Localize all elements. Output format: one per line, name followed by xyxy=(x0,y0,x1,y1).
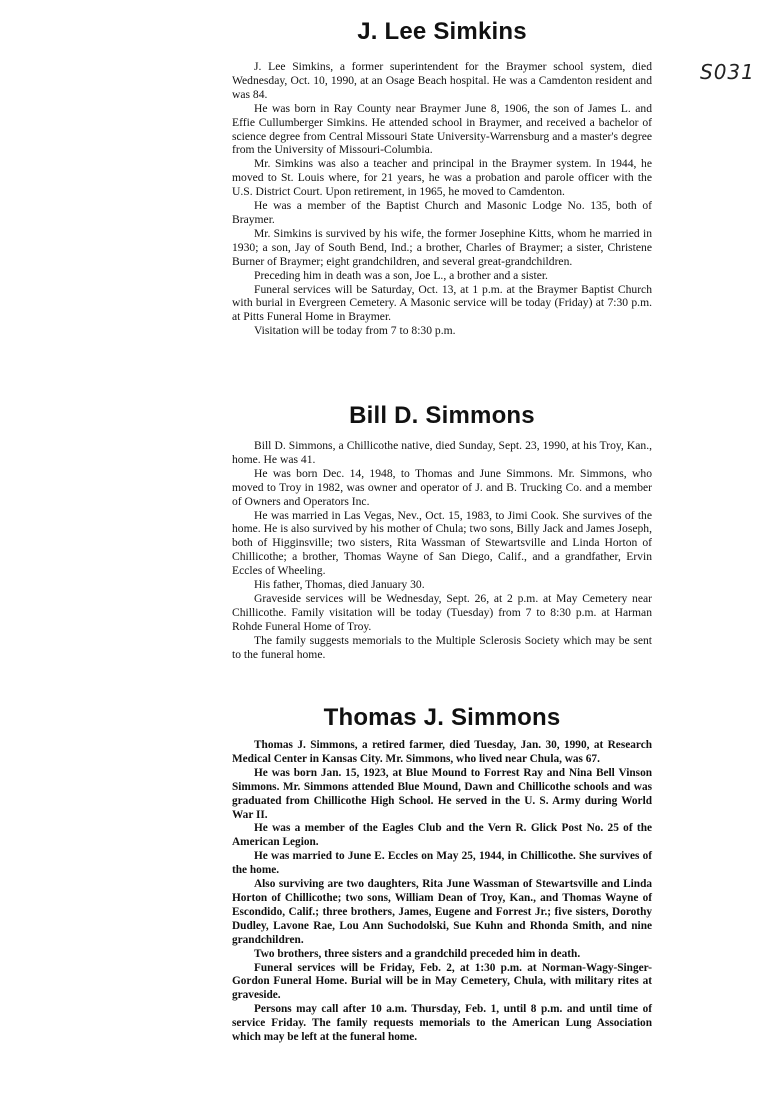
obituary-thomas-j-simmons xyxy=(232,704,652,1045)
obituary-paragraph: Persons may call after 10 a.m. Thursday, Feb. 1, until 8 p.m. and until time of service Friday. The family requests memorials to the American Lung Association which may be left at the funeral home. xyxy=(232,1003,652,1044)
obituary-j-lee-simkins xyxy=(232,18,652,338)
obituary-paragraph: Funeral services will be Saturday, Oct. 13, at 1 p.m. at the Braymer Baptist Church with burial in Evergreen Cemetery. A Masonic service will be today (Friday) at 7:30 p.m. at Pitts Funeral Home in Braymer. xyxy=(232,282,652,324)
obituary-heading: Bill D. Simmons xyxy=(349,402,535,429)
obituary-paragraph: Funeral services will be Friday, Feb. 2, at 1:30 p.m. at Norman-Wagy-Singer-Gordon Funeral Home. Burial will be in May Cemetery, Chula, with military rites at graveside. xyxy=(232,961,652,1002)
obituary-paragraph: He was a member of the Eagles Club and the Vern R. Glick Post No. 25 of the American Legion. xyxy=(232,822,652,849)
obituary-paragraph: Two brothers, three sisters and a grandchild preceded him in death. xyxy=(254,947,581,960)
obituary-body xyxy=(232,439,652,662)
obituary-heading: J. Lee Simkins xyxy=(357,18,527,45)
obituary-paragraph: Also surviving are two daughters, Rita June Wassman of Stewartsville and Linda Horton of Chillicothe; two sons, William Dean of Troy, Kan., and Thomas Wayne of Escondido, Calif.; three brothers, James, Eugene and Forrest Jr.; five sisters, Dorothy Dudley, Lavone Rae, Lou Ann Suchodolski, Sue Kuhn and Rhonda Smith, and nine grandchildren. xyxy=(232,878,652,946)
obituary-bill-d-simmons xyxy=(232,402,652,662)
obituary-paragraph: Preceding him in death was a son, Joe L., a brother and a sister. xyxy=(254,268,548,282)
obituary-paragraph: He was born Dec. 14, 1948, to Thomas and June Simmons. Mr. Simmons, who moved to Troy in 1982, was owner and operator of J. and B. Trucking Co. and a member of Owners and Operators Inc. xyxy=(232,466,652,508)
obituary-paragraph: The family suggests memorials to the Multiple Sclerosis Society which may be sent to the funeral home. xyxy=(232,633,652,661)
obituary-body xyxy=(232,60,652,338)
obituary-paragraph: Visitation will be today from 7 to 8:30 p.m. xyxy=(254,324,456,338)
obituary-paragraph: He was a member of the Baptist Church and Masonic Lodge No. 135, both of Braymer. xyxy=(232,199,652,226)
obituary-paragraph: He was married to June E. Eccles on May 25, 1944, in Chillicothe. She survives of the home. xyxy=(232,850,652,877)
obituary-paragraph: Mr. Simkins was also a teacher and principal in the Braymer system. In 1944, he moved to St. Louis where, for 21 years, he was a probation and parole officer with the U.S. District Court. Upon retirement, in 1965, he moved to Camdenton. xyxy=(232,157,652,199)
obituary-paragraph: Graveside services will be Wednesday, Sept. 26, at 2 p.m. at May Cemetery near Chillicothe. Family visitation will be today (Tuesday) from 7 to 8:30 p.m. at Harman Rohde Funeral Home of Troy. xyxy=(232,591,652,633)
obituary-paragraph: He was born Jan. 15, 1923, at Blue Mound to Forrest Ray and Nina Bell Vinson Simmons. Mr. Simmons attended Blue Mound, Dawn and Chillicothe schools and was graduated from Chillicothe High School. He served in the U. S. Army during World War II. xyxy=(232,766,652,821)
obituary-paragraph: He was born in Ray County near Braymer June 8, 1906, the son of James L. and Effie Cullumberger Simkins. He attended school in Braymer, and received a bachelor of science degree from Central Missouri State University-Warrensburg and a master's degree from the University of Missouri-Columbia. xyxy=(232,101,652,157)
obituary-paragraph: His father, Thomas, died January 30. xyxy=(254,578,425,592)
obituary-paragraph: J. Lee Simkins, a former superintendent for the Braymer school system, died Wednesday, Oct. 10, 1990, at an Osage Beach hospital. He was a Camdenton resident and was 84. xyxy=(232,60,652,101)
obituary-paragraph: Mr. Simkins is survived by his wife, the former Josephine Kitts, whom he married in 1930; a son, Jay of South Bend, Ind.; a brother, Charles of Braymer; a sister, Christene Burner of Braymer; eight grandchildren, and several great-grandchildren. xyxy=(232,226,652,268)
obituary-body xyxy=(232,739,652,1045)
handwritten-page-number: S031 xyxy=(700,60,755,84)
obituary-paragraph: Bill D. Simmons, a Chillicothe native, died Sunday, Sept. 23, 1990, at his Troy, Kan., home. He was 41. xyxy=(232,439,652,466)
obituary-paragraph: Thomas J. Simmons, a retired farmer, died Tuesday, Jan. 30, 1990, at Research Medical Center in Kansas City. Mr. Simmons, who lived near Chula, was 67. xyxy=(232,739,652,765)
obituary-heading: Thomas J. Simmons xyxy=(323,704,561,731)
obituary-paragraph: He was married in Las Vegas, Nev., Oct. 15, 1983, to Jimi Cook. She survives of the home. He is also survived by his mother of Chula; two sons, Billy Jack and James Joseph, both of Higginsville; two sisters, Rita Wassman of Stewartsville and Linda Horton of Chillicothe; a brother, Thomas Wayne of San Diego, Calif., and a grandfather, Ervin Eccles of Wheeling. xyxy=(232,508,652,578)
